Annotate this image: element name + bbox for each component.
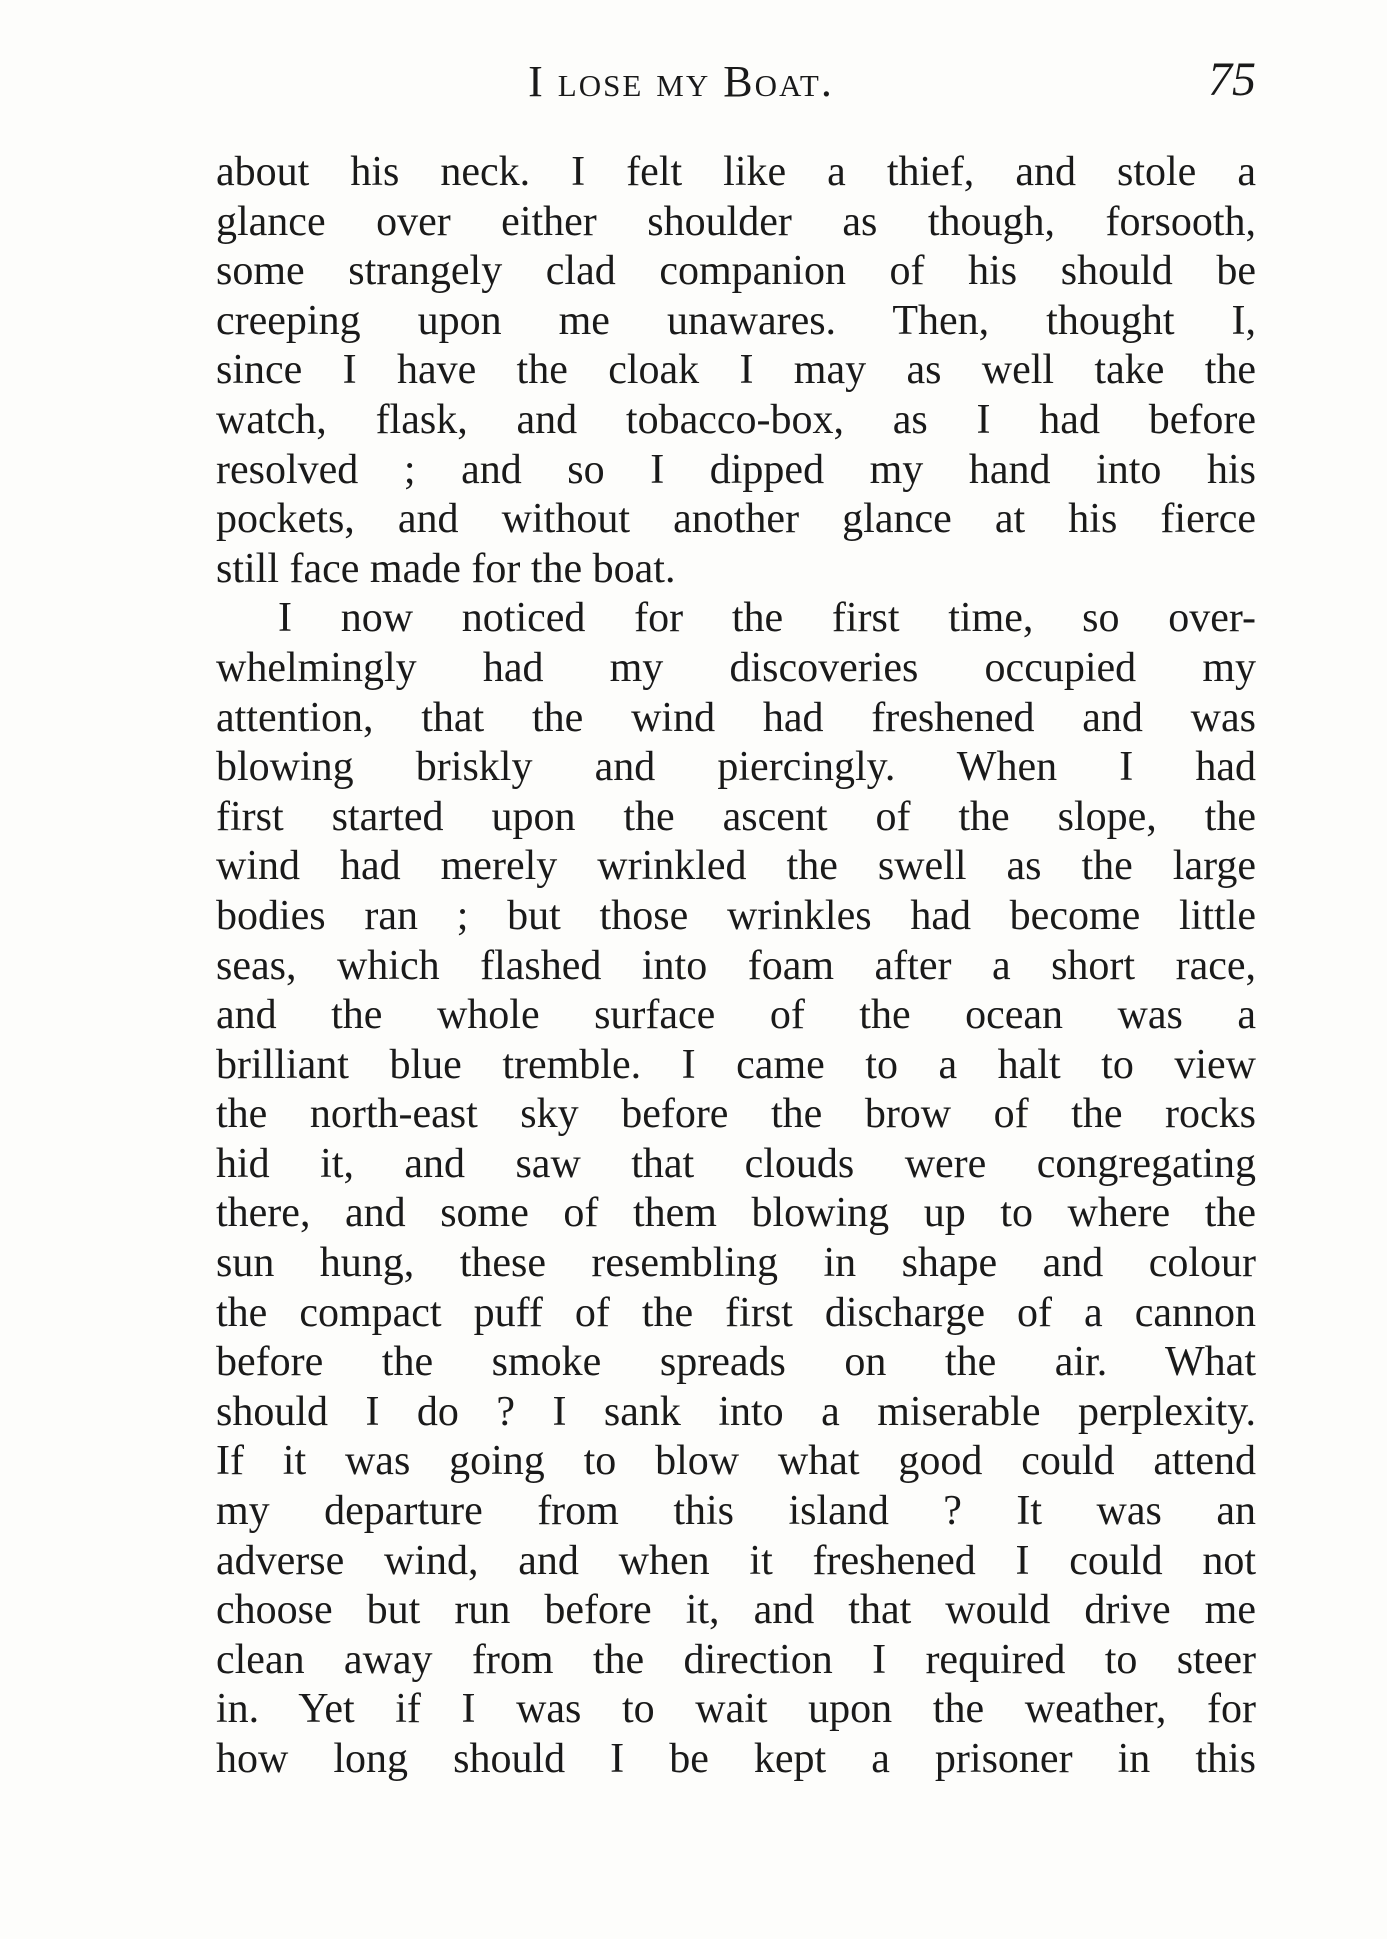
text-line: my departure from this island ? It was an	[216, 1488, 1256, 1535]
text-line: whelmingly had my discoveries occupied my	[216, 644, 1256, 691]
text-line: sun hung, these resembling in shape and colour	[216, 1240, 1256, 1287]
text-line: If it was going to blow what good could attend	[216, 1438, 1256, 1485]
text-line: creeping upon me unawares. Then, thought I,	[216, 297, 1256, 344]
text-line: should I do ? I sank into a miserable perplexity.	[216, 1388, 1256, 1435]
text-line: resolved ; and so I dipped my hand into his	[216, 446, 1256, 493]
text-line: glance over either shoulder as though, forsooth,	[216, 198, 1256, 245]
text-line: first started upon the ascent of the slope, the	[216, 793, 1256, 840]
text-line: clean away from the direction I required to steer	[216, 1636, 1256, 1683]
text-line: blowing briskly and piercingly. When I had	[216, 744, 1256, 791]
text-line: attention, that the wind had freshened and was	[216, 694, 1256, 741]
text-line: still face made for the boat.	[216, 545, 676, 592]
text-line: the compact puff of the first discharge of a cannon	[216, 1289, 1256, 1336]
page-number: 75	[1208, 53, 1256, 106]
text-line: brilliant blue tremble. I came to a halt to view	[216, 1041, 1256, 1088]
text-line: and the whole surface of the ocean was a	[216, 992, 1256, 1039]
text-line: pockets, and without another glance at his fierce	[216, 496, 1256, 543]
text-line: some strangely clad companion of his should be	[216, 248, 1256, 295]
text-line: about his neck. I felt like a thief, and stole a	[216, 149, 1256, 195]
text-line: there, and some of them blowing up to where the	[216, 1190, 1256, 1237]
text-line: since I have the cloak I may as well take the	[216, 347, 1256, 394]
running-head	[216, 48, 1256, 118]
text-line: seas, which flashed into foam after a short race,	[216, 942, 1256, 989]
text-line: adverse wind, and when it freshened I could not	[216, 1537, 1256, 1584]
text-line: I now noticed for the first time, so over-	[278, 595, 1256, 642]
text-line: wind had merely wrinkled the swell as the large	[216, 843, 1256, 890]
text-line: choose but run before it, and that would drive me	[216, 1587, 1256, 1634]
body-text	[216, 148, 1256, 1785]
text-line: bodies ran ; but those wrinkles had become little	[216, 892, 1256, 939]
text-line: how long should I be kept a prisoner in this	[216, 1736, 1256, 1782]
text-line: the north-east sky before the brow of the rocks	[216, 1091, 1256, 1138]
text-line: before the smoke spreads on the air. What	[216, 1339, 1256, 1386]
text-line: watch, flask, and tobacco-box, as I had before	[216, 396, 1256, 443]
running-title: I lose my Boat.	[528, 57, 834, 106]
text-line: hid it, and saw that clouds were congregating	[216, 1140, 1256, 1187]
text-line: in. Yet if I was to wait upon the weather, for	[216, 1686, 1256, 1733]
